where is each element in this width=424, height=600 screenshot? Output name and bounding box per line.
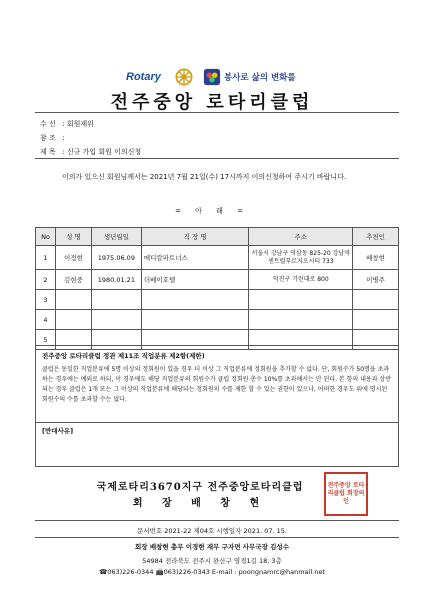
cell-workplace: 더베이호텔 (141, 270, 249, 290)
col-header-name: 성 명 (55, 228, 91, 246)
cell-workplace (141, 310, 249, 330)
theme-logo-icon (203, 68, 221, 86)
col-header-workplace: 직 장 명 (141, 228, 249, 246)
table-row (36, 310, 399, 330)
col-header-address: 주소 (249, 228, 353, 246)
cell-no: 4 (36, 310, 56, 330)
col-header-no: No (36, 228, 56, 246)
bylaw-box (35, 345, 399, 467)
cell-no: 2 (36, 270, 56, 290)
header-key: 수 신 (40, 120, 56, 128)
cell-recommender (353, 290, 399, 310)
cell-recommender (353, 310, 399, 330)
club-title: 전주중앙 로타리클럽 (110, 92, 314, 113)
table-row (36, 270, 399, 290)
header-subject (40, 147, 141, 157)
cell-address: 덕진구 기린대로 800 (249, 270, 353, 290)
bylaw-title: 전주중앙 로타리클럽 정관 제11조 직업분류 제2항(제한) (42, 352, 205, 360)
header-key: 참 조 (40, 134, 56, 142)
rotary-logo-text: Rotary (126, 71, 161, 83)
cell-name (55, 310, 91, 330)
footer-contact: ☎063)226-0344 📠063)226-0343 E-mail : poongnamrc@hanmail.net (99, 568, 325, 576)
col-header-recommender: 추천인 (353, 228, 399, 246)
header-recipient (40, 119, 94, 129)
cell-address (249, 290, 353, 310)
cell-workplace (141, 290, 249, 310)
header-value: : (62, 134, 65, 142)
cell-workplace: 메디칼파트너스 (141, 246, 249, 270)
footer-address: 54984 전라북도 전주시 완산구 영경1길 18, 3층 (142, 557, 282, 565)
cell-recommender: 배창현 (353, 246, 399, 270)
col-header-birth: 생년월일 (91, 228, 141, 246)
header-divider (35, 158, 399, 159)
cell-name (55, 290, 91, 310)
bylaw-text: 클럽은 동일한 직업분류에 5명 이상의 정회원이 있을 경우 더 이상 그 직업분류에 정회원을 추가할 수 없다. 단, 회원수가 50명을 초과하는 경우에는 예외로 하되, 이 경우에도 해당 직업분류의 회원수가 클럽 정회원 총수 10%를 초과해서는 안 된다. 본 항의 내용과 상반되는 경우 클럽은 1개 또는 그 이상의 직업분류에 해당되는 정회원의 수를 제한 할 수 있는 권한이 있으나, 어떠한 경우도 위에 명시된 회원수의 수를 초과할 수는 없다. (42, 366, 391, 403)
table-header-row (36, 228, 399, 246)
cell-birth (91, 290, 141, 310)
rotary-wheel-icon (175, 68, 193, 86)
title-divider (35, 112, 399, 113)
cell-address: 서울시 강남구 역삼동 825-20 강남역센트럴푸르지오시티 733 (249, 246, 353, 270)
cell-no: 3 (36, 290, 56, 310)
cell-birth: 1980.01.21 (91, 270, 141, 290)
notice-body: 이의가 있으신 회원님께서는 2021년 7월 21일(수) 17시까지 이의신청하여 주시기 바랍니다. (62, 173, 347, 181)
candidate-table (35, 227, 399, 350)
header-reference (40, 133, 65, 143)
section-marker: = 아 래 = (175, 207, 249, 215)
signature-club: 국제로타리3670지구 전주중앙로타리클럽 (96, 482, 304, 493)
theme-slogan: 봉사로 삶의 변화를 (224, 73, 296, 83)
bylaw-divider (36, 422, 398, 423)
header-key: 제 목 (40, 148, 56, 156)
signature-president: 회 장 배 창 현 (132, 498, 268, 509)
official-seal: 전주중앙 로타리클럽 회장의인 (324, 472, 368, 516)
footer-divider-mid (35, 537, 399, 538)
cell-address (249, 310, 353, 330)
cell-birth: 1975.06.09 (91, 246, 141, 270)
cell-name: 이정현 (55, 246, 91, 270)
table-row (36, 246, 399, 270)
cell-recommender: 이병주 (353, 270, 399, 290)
footer-officers: 회장 배창현 총무 이경현 재무 구자면 사무국장 김성수 (135, 543, 289, 551)
cell-no: 5 (36, 330, 56, 350)
footer-divider-top (35, 520, 399, 521)
table-row (36, 290, 399, 310)
cell-no: 1 (36, 246, 56, 270)
header-value: : 신규 가입 회원 이의신청 (62, 148, 142, 156)
cell-name: 김현중 (55, 270, 91, 290)
header-value: : 회원제위 (62, 120, 94, 128)
footer-doc-number: 문서번호 2021-22 제04호 시행일자 2021. 07. 15. (137, 527, 287, 535)
cell-birth (91, 310, 141, 330)
opposition-reason-label: [반대사유] (42, 427, 74, 435)
